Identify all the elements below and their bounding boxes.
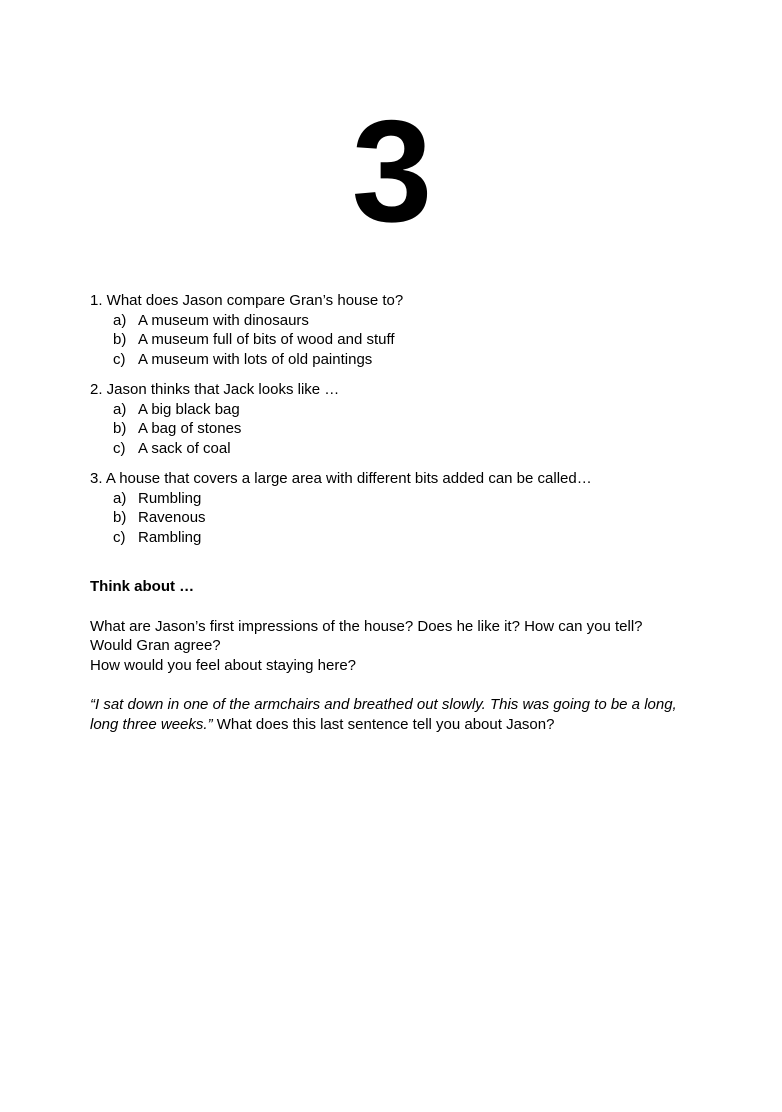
option-row: [90, 350, 692, 370]
think-line: How would you feel about staying here?: [90, 656, 357, 674]
option-row: [90, 400, 692, 420]
option-letter: b): [113, 509, 127, 526]
question-3: [90, 469, 692, 547]
option-text: A museum full of bits of wood and stuff: [138, 331, 395, 348]
option-row: [90, 508, 692, 528]
option-row: [90, 311, 692, 331]
question-text: 2. Jason thinks that Jack looks like …: [90, 381, 340, 398]
think-line: Would Gran agree?: [90, 637, 221, 654]
option-letter: c): [113, 439, 126, 457]
question-text: 1. What does Jason compare Gran’s house to?: [90, 292, 404, 309]
quote-followup-question: What does this last sentence tell you about Jason?: [212, 715, 555, 733]
option-letter: a): [113, 400, 127, 418]
option-letter: b): [113, 331, 127, 348]
option-text: Rambling: [138, 528, 202, 546]
option-row: [90, 419, 692, 439]
quote-paragraph: [90, 695, 692, 734]
question-2: [90, 380, 692, 458]
option-letter: c): [113, 528, 126, 546]
page-content: [90, 291, 692, 734]
option-text: Rumbling: [138, 489, 202, 507]
think-lines: [90, 617, 692, 676]
question-1: [90, 291, 692, 369]
option-text: Ravenous: [138, 509, 206, 526]
option-letter: c): [113, 350, 126, 368]
option-text: A museum with lots of old paintings: [138, 350, 373, 368]
think-section: [90, 577, 692, 734]
option-text: A museum with dinosaurs: [138, 311, 309, 329]
option-row: [90, 489, 692, 509]
option-row: [90, 439, 692, 459]
page-number: 3: [351, 90, 431, 252]
option-row: [90, 330, 692, 350]
option-text: A sack of coal: [138, 439, 231, 457]
think-line: What are Jason’s first impressions of the house? Does he like it? How can you tell?: [90, 617, 643, 635]
option-text: A bag of stones: [138, 420, 242, 437]
option-letter: a): [113, 489, 127, 507]
think-heading: Think about …: [90, 578, 195, 595]
question-text: 3. A house that covers a large area with different bits added can be called…: [90, 470, 592, 487]
option-text: A big black bag: [138, 400, 240, 418]
option-letter: b): [113, 420, 127, 437]
option-row: [90, 528, 692, 548]
quote-italic-text: “I sat down in one of the armchairs and breathed out slowly. This was going to be a long, long three weeks.”: [90, 696, 677, 733]
option-letter: a): [113, 311, 127, 329]
